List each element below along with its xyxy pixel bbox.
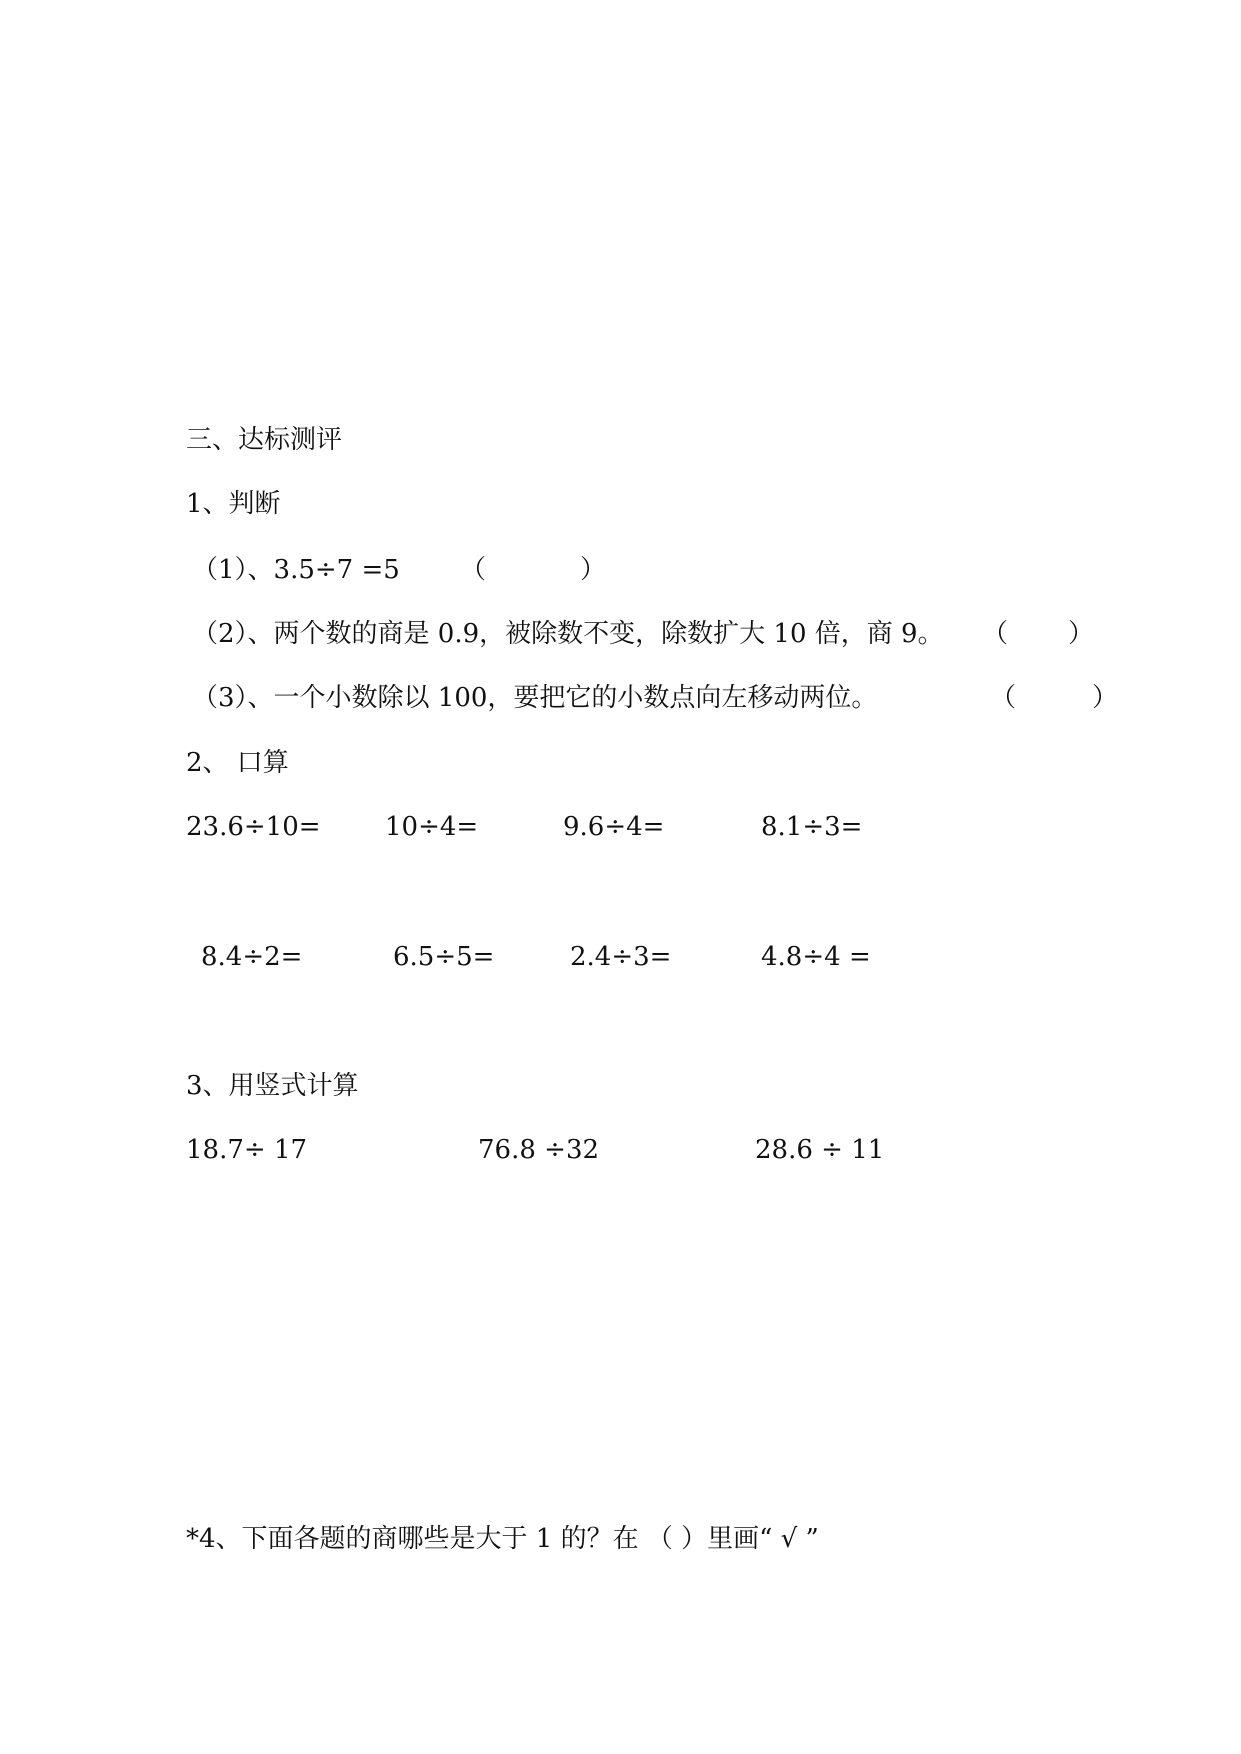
answer-paren-open-3: （	[990, 683, 1017, 713]
mental-math-item: 23.6÷10=	[186, 812, 321, 842]
section-title: 三、达标测评	[186, 425, 343, 455]
mental-math-item: 10÷4=	[385, 812, 479, 842]
vertical-calc-item: 18.7÷ 17	[186, 1135, 308, 1165]
mental-math-item: 4.8÷4 =	[761, 942, 871, 972]
mental-math-item: 8.4÷2=	[201, 942, 303, 972]
judge-item-1: （1）、3.5÷7 =5	[192, 555, 400, 585]
mental-math-item: 6.5÷5=	[393, 942, 495, 972]
answer-paren-close-2: ）	[1068, 619, 1095, 649]
answer-paren-open-1: （	[460, 555, 487, 585]
answer-paren-open-2: （	[982, 619, 1009, 649]
mental-math-item: 2.4÷3=	[570, 942, 672, 972]
question-4-text: *4、下面各题的商哪些是大于 1 的？在 （ ）里画“ √ ”	[186, 1524, 819, 1554]
mental-math-item: 8.1÷3=	[761, 812, 863, 842]
vertical-calc-item: 28.6 ÷ 11	[755, 1135, 885, 1165]
answer-paren-close-3: ）	[1092, 683, 1119, 713]
vertical-calc-item: 76.8 ÷32	[478, 1135, 600, 1165]
question-3-heading: 3、用竖式计算	[186, 1071, 359, 1101]
judge-item-2: （2）、两个数的商是 0.9，被除数不变，除数扩大 10 倍，商 9。	[192, 619, 944, 649]
answer-paren-close-1: ）	[580, 555, 607, 585]
question-1-heading: 1、判断	[186, 489, 281, 519]
question-2-heading: 2、 口算	[186, 748, 289, 778]
judge-item-3: （3）、一个小数除以 100，要把它的小数点向左移动两位。	[192, 683, 878, 713]
mental-math-item: 9.6÷4=	[563, 812, 665, 842]
